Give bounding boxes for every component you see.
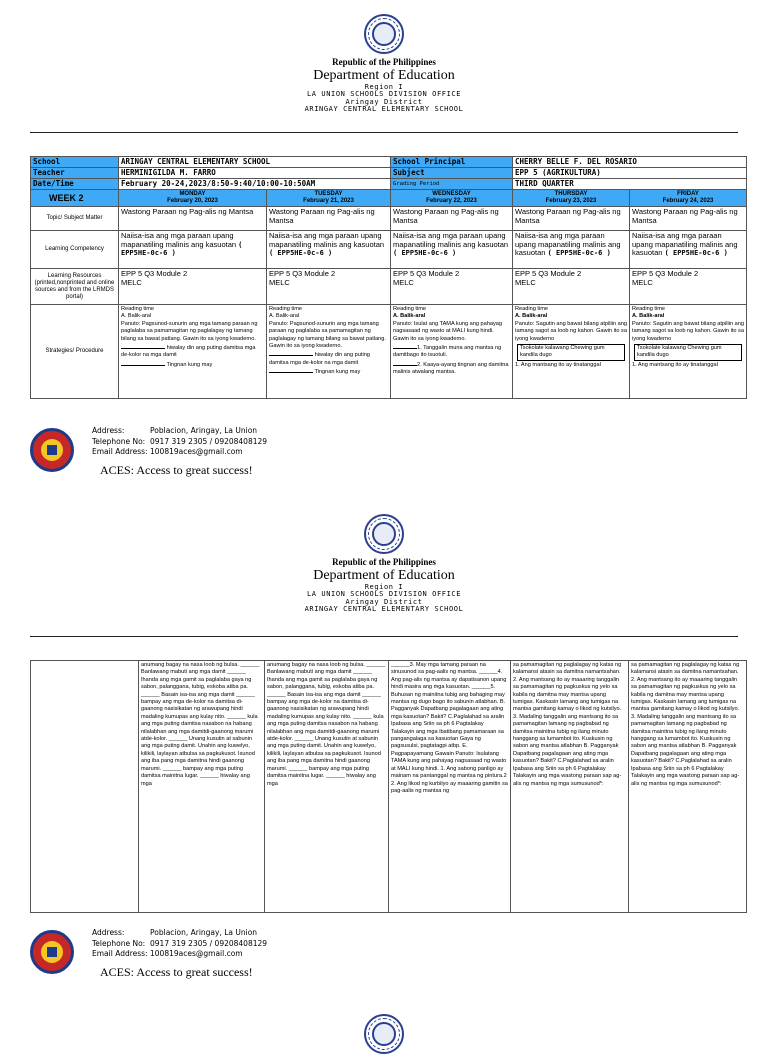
item-text: Tingnan kung may [166, 361, 213, 368]
topic-label: Topic/ Subject Matter [31, 207, 119, 231]
competency-text: Naiisa-isa ang mga paraan upang mapanatiling malinis ang kasuotan [121, 231, 237, 249]
item-line [121, 360, 264, 369]
competency-text: Naiisa-isa ang mga paraan upang mapanatiling malinis ang kasuotan [632, 231, 738, 257]
instructions-text: Panuto: Isulat ang TAMA kung ang pahayag nagsasaad ng wasto at MALI kung hindi. Gawin ito sa iyong kwaderno. [393, 320, 502, 342]
division-text: LA UNION SCHOOLS DIVISION OFFICE [306, 590, 462, 599]
resources-row [31, 269, 747, 305]
principal-value: CHERRY BELLE F. DEL ROSARIO [513, 157, 747, 168]
week-label: WEEK 2 [31, 190, 119, 207]
strategies-wednesday [391, 305, 513, 399]
address-value: Poblacion, Aringay, La Union [150, 928, 258, 937]
item-line [393, 360, 510, 377]
topic-cell: Wastong Paraan ng Pag-alis ng Mantsa [119, 207, 267, 231]
reading-time: Reading time [121, 306, 154, 312]
resource-melc: MELC [515, 277, 536, 287]
school-logo [30, 930, 74, 974]
competency-text: Naiisa-isa ang mga paraan upang mapanatiling malinis ang kasuotan [515, 231, 621, 257]
balik-aral: A. Balik-aral [632, 313, 665, 320]
competency-code: ( EPP5HE-0c-6 ) [664, 249, 728, 257]
school-label: School [31, 157, 119, 168]
day-name: FRIDAY [677, 191, 699, 197]
address-label: Address: [92, 426, 125, 435]
instructions-text: Panuto: Pagsunod-sunurin ang mga tamang paraan ng paglalaba sa pamamagitan ng paglalagay ng tamang bilang sa bawat patlang. Gawin ito sa iyong kwaderno. [121, 320, 258, 342]
topic-cell: Wastong Paraan ng Pag-alis ng Mantsa [391, 207, 513, 231]
competency-cell [119, 231, 267, 269]
subject-value: EPP 5 (AGRIKULTURA) [513, 168, 747, 179]
topic-cell: Wastong Paraan ng Pag-alis ng Mantsa [267, 207, 391, 231]
reading-time: Reading time [632, 306, 665, 312]
telephone-label: Telephone No: [92, 938, 146, 948]
answer-blank [393, 360, 417, 366]
period-value: THIRD QUARTER [513, 179, 747, 190]
address-line [92, 928, 267, 939]
strategies-thursday-cont: sa pamamagitan ng paglalagay ng katas ng kalamansi atasin sa damitna namantsahan. 2. Ang mantsang ito ay maaaring tanggalin sa pamamagitan ng pagkuskus ng yelo sa kabila ng damitna may mantsa upang tumigas. Kaskasin lamang ang tumigas na mantsa gamitang kamay o likod ng kutsilyo. 3. Madaling tanggalin ang mantsang ito sa pamamagitan lamang ng pagbabad ng damitsa mainitna tubig ng ilang minuto hanggang sa lumambot ito. Kuskusin ng sabon ang mantsa atlabhan B. Pagganyak Dapatbang pagalagaan ang ating mga kasuotan? Bakit? C.Paglalahad sa aralin Ipabasa ang Sriin sa ph 6 Pagtalakay Talakayin ang mga wastong paraan sap ag-alis ng mantsa ng mga sumusunod*: [511, 661, 629, 913]
email-value: 100819aces@gmail.com [150, 447, 243, 456]
email-label: Email Address: [92, 949, 148, 958]
deped-seal-logo-next-page [364, 1014, 404, 1054]
instructions-text: Panuto: Sagutin ang bawat bilang atpiliin ang tamang sagot sa loob ng kahon. Gawin ito sa iyong kwaderno [515, 320, 627, 342]
department-title: Department of Education [313, 68, 455, 84]
resource-module: EPP 5 Q3 Module 2 [269, 269, 336, 278]
date-value: February 20-24,2023/8:50-9:40/10:00-10:50AM [119, 179, 391, 190]
resources-label: Learning Resources (printed,nonprinted and online sources and from the LRMDS portal) [31, 269, 119, 305]
strategies-tuesday-cont: anumang bagay na nasa loob ng bulsa. ______ Banlawang mabuti ang mga damit ______ Ihanda ang mga gamit sa paglalaba gaya ng sabon, palanggana, tubig, eskoba atiba pa. ______ Basain isa-isa ang mga damit ______ bampay ang mga de-kolor na damitsa di-gaanong nasisikatan ng arawupang hindi madaling kumupas ang kulay nito. ______ kula ang mga puting damitsa nasabon na habang nilalabhan ang mga damitdi-gaanong marumi atde-kolor. ______ Unang kusutin at sabunin ang mga puting damit. Unahin ang kuwelyo, kilikili, laylayan atbulsa sa pagkukusot. Isunod ang iba pang mga damitna hindi gaanong marumi. ______ bampay ang mga puting damitsa mainitna lugar. ______ hiwalay ang mga [265, 661, 389, 913]
topic-row [31, 207, 747, 231]
row-label-empty [31, 661, 139, 913]
strategies-friday [630, 305, 747, 399]
resources-cell [513, 269, 630, 305]
answer-blank [269, 350, 313, 356]
region-text: Region I [364, 83, 404, 92]
teacher-label: Teacher [31, 168, 119, 179]
strategies-thursday [513, 305, 630, 399]
page-footer [30, 926, 738, 986]
day-thursday [513, 190, 630, 207]
resources-cell [391, 269, 513, 305]
teacher-value: HERMINIGILDA M. FARRO [119, 168, 391, 179]
email-line [92, 447, 267, 458]
resource-melc: MELC [632, 277, 653, 287]
info-row-teacher [31, 168, 747, 179]
republic-title: Republic of the Philippines [332, 57, 436, 67]
answer-blank [393, 343, 417, 349]
day-name: TUESDAY [314, 191, 343, 197]
item-text: 1. Tanggalin muna ang mantsa ng damitbago ito isuotuli. [393, 345, 502, 359]
strategies-wednesday-cont: ______3. May mga tamang paraan na sinusunod sa pag-aalis ng mantsa. ______4. Ang pag-alis ng mantsa ay dapatisanon upang hindi masira ang mga kasuotan. ______5. Buhusan ng mainitna tubig ang bahaging may mantsa ng dugo bago ito sabunin atlabhan. B. Pagganyak Dapatbang pagalagaan ang ating mga kasuotan? Bakit? C.Paglalahad sa aralin Ipabasa ang Sriin sa ph 6 Pagtalakay Talakayin ang mga ibatibang pamamaraan sa pangangalaga sa kasuotan Gaya ng pagsusulsi, pagtatagpi atbp. E. Pagpapayamang Gawain Panuto: Isulatang TAMA kung ang pahayag nagsasaad ng wasto at MALI kung hindi. 1. Ang sabong panligo ay mainam na pantanggal ng mantsa ng pintura.2 2. Ang likod ng kurbilyo ay maaaring gamitin sa pag-aalis ng mantsa ng [389, 661, 511, 913]
item-line [121, 343, 264, 360]
balik-aral: A. Balik-aral [393, 313, 426, 320]
day-tuesday [267, 190, 391, 207]
principal-label: School Principal [391, 157, 513, 168]
resource-melc: MELC [121, 277, 142, 287]
reading-time: Reading time [393, 306, 426, 312]
lesson-log-table [30, 156, 747, 399]
topic-cell: Wastong Paraan ng Pag-alis ng Mantsa [630, 207, 747, 231]
item-text: Tingnan kung may [314, 369, 361, 376]
balik-aral: A. Balik-aral [269, 313, 300, 320]
info-row-date [31, 179, 747, 190]
email-value: 100819aces@gmail.com [150, 949, 243, 958]
competency-code: ( EPP5HE-0c-6 ) [121, 240, 243, 257]
email-label: Email Address: [92, 447, 148, 456]
date-label: Date/Time [31, 179, 119, 190]
item-text: 1. Ang mantsang ito ay tinatanggal [632, 361, 718, 368]
day-name: WEDNESDAY [432, 191, 471, 197]
resource-melc: MELC [269, 277, 290, 287]
resource-module: EPP 5 Q3 Module 2 [393, 269, 460, 278]
strategies-monday [119, 305, 267, 399]
competency-code: ( EPP5HE-0c-6 ) [269, 249, 333, 257]
day-wednesday [391, 190, 513, 207]
competency-text: Naiisa-isa ang mga paraan upang mapanatiling malinis ang kasuotan [269, 231, 385, 249]
district-text: Aringay District [345, 597, 423, 606]
resource-module: EPP 5 Q3 Module 2 [515, 269, 582, 278]
telephone-line [92, 437, 267, 448]
header-divider [30, 636, 738, 637]
competency-label: Learning Competency [31, 231, 119, 269]
day-date: February 20, 2023 [167, 198, 218, 204]
competency-text: Naiisa-isa ang mga paraan upang mapanatiling malinis ang kasuotan [393, 231, 509, 249]
address-label: Address: [92, 928, 125, 937]
strategies-tuesday [267, 305, 391, 399]
resources-cell [267, 269, 391, 305]
reading-time: Reading time [515, 306, 548, 312]
period-label: Grading Period [391, 179, 513, 190]
day-name: THURSDAY [554, 191, 588, 197]
republic-title: Republic of the Philippines [332, 557, 436, 567]
subject-label: Subject [391, 168, 513, 179]
resource-melc: MELC [393, 277, 414, 287]
item-line [269, 350, 388, 367]
motto: ACES: Access to great success! [100, 463, 253, 477]
competency-cell [267, 231, 391, 269]
strategies-monday-cont: anumang bagay na nasa loob ng bulsa. ______ Banlawang mabuti ang mga damit ______ Ihanda ang mga gamit sa paglalaba gaya ng sabon, palanggana, tubig, eskoba atiba pa. ______ Basain isa-isa ang mga damit ______ bampay ang mga de-kolor na damitsa di-gaanong nasisikatan ng arawupang hindi madaling kumupas ang kulay nito. ______ kula ang mga puting damitsa nasabon na habang nilalabhan ang mga damitdi-gaanong marumi atde-kolor. ______ Unang kusutin at sabunin ang mga puting damit. Unahin ang kuwelyo, kilikili, laylayan atbulsa sa pagkukusot. Isunod ang iba pang mga damitna hindi gaanong marumi. ______ bampay ang mga puting damitsa mainitna lugar. ______ hiwalay ang mga [139, 661, 265, 913]
footer-contact [92, 426, 267, 458]
answer-blank [121, 343, 165, 349]
address-value: Poblacion, Aringay, La Union [150, 426, 258, 435]
motto: ACES: Access to great success! [100, 965, 253, 979]
resource-module: EPP 5 Q3 Module 2 [121, 269, 188, 278]
reading-time: Reading time [269, 306, 302, 312]
choices-box: Tsokolate kalawang Chewing gum kandila dugo [517, 344, 625, 361]
telephone-line [92, 939, 267, 950]
strategies-label: Strategies/ Procedure [31, 305, 119, 399]
answer-blank [121, 360, 165, 366]
info-row-school [31, 157, 747, 168]
telephone-label: Telephone No: [92, 436, 146, 446]
telephone-value: 0917 319 2305 / 09208408129 [150, 938, 268, 948]
letterhead [0, 558, 768, 614]
competency-cell [630, 231, 747, 269]
department-title: Department of Education [313, 568, 455, 584]
header-divider [30, 132, 738, 133]
deped-seal-logo [364, 514, 404, 554]
page-footer [30, 424, 738, 484]
competency-cell [391, 231, 513, 269]
lesson-log-table-continued [30, 660, 747, 913]
day-date: February 24, 2023 [662, 198, 714, 204]
school-value: ARINGAY CENTRAL ELEMENTARY SCHOOL [119, 157, 391, 168]
school-logo [30, 428, 74, 472]
page-1 [0, 0, 768, 500]
item-line [393, 343, 510, 360]
item-text: hiwalay din ang puting damitsa mga de-kolor na mga damit [269, 352, 370, 366]
address-line [92, 426, 267, 437]
competency-code: ( EPP5HE-0c-6 ) [393, 249, 457, 257]
letterhead [0, 58, 768, 114]
page-2 [0, 500, 768, 1024]
day-friday [630, 190, 747, 207]
topic-cell: Wastong Paraan ng Pag-alis ng Mantsa [513, 207, 630, 231]
deped-seal-logo [364, 14, 404, 54]
day-name: MONDAY [179, 191, 206, 197]
school-text: ARINGAY CENTRAL ELEMENTARY SCHOOL [304, 105, 464, 114]
item-line [269, 367, 388, 376]
day-date: February 21, 2023 [303, 198, 354, 204]
choices-box: Tsokolate kalawang Chewing gum kandila dugo [634, 344, 742, 361]
district-text: Aringay District [345, 97, 423, 106]
school-text: ARINGAY CENTRAL ELEMENTARY SCHOOL [304, 605, 464, 614]
division-text: LA UNION SCHOOLS DIVISION OFFICE [306, 90, 462, 99]
day-header-row [31, 190, 747, 207]
strategies-row [31, 305, 747, 399]
instructions-text: Panuto: Sagutin ang bawat bilang atpiliin ang tamang sagot sa loob ng kahon. Gawin ito sa iyong kwaderno [632, 320, 744, 342]
day-date: February 22, 2023 [426, 198, 477, 204]
email-line [92, 949, 267, 960]
resource-module: EPP 5 Q3 Module 2 [632, 269, 699, 278]
answer-blank [269, 367, 313, 373]
balik-aral: A. Balik-aral [121, 313, 152, 320]
strategies-continued-row [31, 661, 747, 913]
strategies-friday-cont: sa pamamagitan ng paglalagay ng katas ng kalamansi atasin sa damitna namantsahan. 2. Ang mantsang ito ay maaaring tanggalin sa pamamagitan ng pagkuskus ng yelo sa kabila ng damitna may mantsa upang tumigas. Kaskasin lamang ang tumigas na mantsa gamitang kamay o likod ng kutsilyo. 3. Madaling tanggalin ang mantsang ito sa pamamagitan lamang ng pagbabad ng damitsa mainitna tubig ng ilang minuto hanggang sa lumambot ito. Kuskusin ng sabon ang mantsa atlabhan B. Pagganyak Dapatbang pagalagaan ang ating mga kasuotan? Bakit? C.Paglalahad sa aralin Ipabasa ang Sriin sa ph 6 Pagtalakay Talakayin ang mga wastong paraan sap ag-alis ng mantsa ng mga sumusunod*: [629, 661, 747, 913]
instructions-text: Panuto: Pagsunod-sunurin ang mga tamang paraan ng paglalaba sa pamamagitan ng paglalagay ng tamang bilang sa bawat patlang. Gawin ito sa iyong kwaderno. [269, 320, 386, 350]
competency-cell [513, 231, 630, 269]
region-text: Region I [364, 583, 404, 592]
footer-contact [92, 928, 267, 960]
day-date: February 23, 2023 [545, 198, 597, 204]
resources-cell [119, 269, 267, 305]
competency-code: ( EPP5HE-0c-6 ) [547, 249, 611, 257]
item-text: 2. Kaaya-ayang tingnan ang damitna malinis atwalang mantsa. [393, 361, 509, 376]
balik-aral: A. Balik-aral [515, 313, 548, 320]
resources-cell [630, 269, 747, 305]
item-text: 1. Ang mantsang ito ay tinatanggal [515, 361, 601, 368]
day-monday [119, 190, 267, 207]
item-text: hiwalay din ang puting damitsa mga de-kolor na mga damit [121, 345, 256, 359]
competency-row [31, 231, 747, 269]
telephone-value: 0917 319 2305 / 09208408129 [150, 436, 268, 446]
